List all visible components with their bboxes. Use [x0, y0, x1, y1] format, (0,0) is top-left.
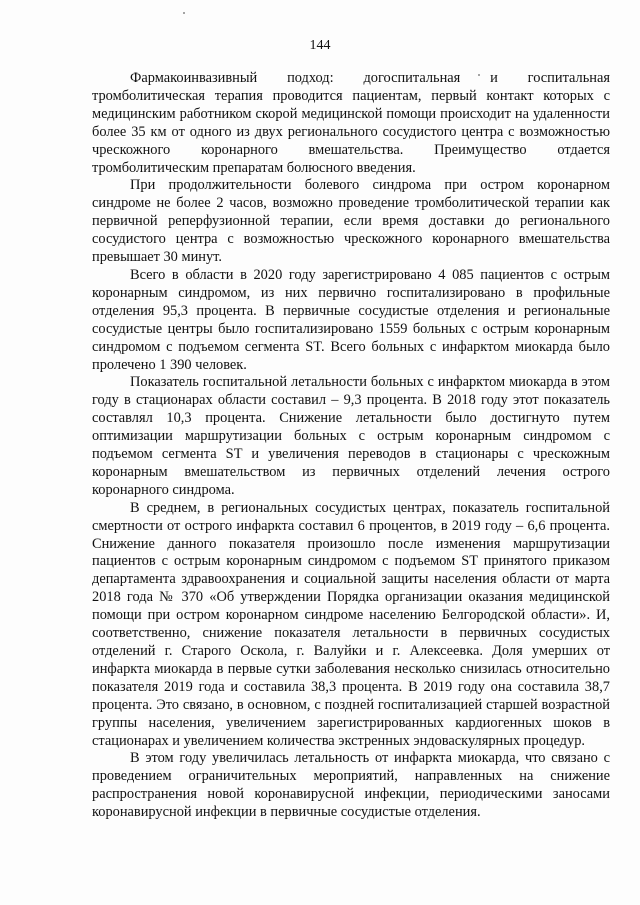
paragraph-pharmacoinvasive: Фармакоинвазивный подход: догоспитальная и госпитальная тромболитическая терапия проводится пациентам, первый контакт которых с медицинским работником скорой медицинской помощи происходит на удаленности более 35 км от одного из двух регионального сосудистого центра с возможностью чрескожного коронарного вмешательства. Преимущество отдается тромболитическим препаратам болюсного введения. — [92, 70, 610, 176]
document-body — [92, 70, 610, 822]
page-number: 144 — [309, 38, 331, 53]
paragraph-covid-impact: В этом году увеличилась летальность от инфаркта миокарда, что связано с проведением ограничительных мероприятий, направленных на снижение распространения новой коронавирусной инфекции, периодическими заносами коронавирусной инфекции в первичные сосудистые отделения. — [92, 750, 610, 821]
paragraph-regional-centers: В среднем, в региональных сосудистых центрах, показатель госпитальной смертности от острого инфаркта составил 6 процентов, в 2019 году – 6,6 процента. Снижение данного показателя произошло после изменения маршрутизации пациентов с острым коронарным синдромом с подъемом ST принятого приказом департамента здравоохранения и социальной защиты населения области от марта 2018 года № 370 «Об утверждении Порядка организации оказания медицинской помощи при остром коронарном синдроме населению Белгородской области». И, соответственно, снижение показателя летальности в первичных сосудистых отделений г. Старого Оскола, г. Валуйки и г. Алексеевка. Доля умерших от инфаркта миокарда в первые сутки заболевания несколько снизилась относительно показателя 2019 года и составила 38,3 процента. В 2019 году она составила 38,7 процента. Это связано, в основном, с поздней госпитализацией старшей возрастной группы населения, увеличением зарегистрированных кардиогенных шоков в стационарах и увеличением количества экстренных эндоваскулярных процедур. — [92, 499, 610, 749]
paragraph-pain-syndrome: При продолжительности болевого синдрома при остром коронарном синдроме не более 2 часов, возможно проведение тромболитической терапии как первичной реперфузионной терапии, если время доставки до регионального сосудистого центра с возможностью чрескожного коронарного вмешательства превышает 30 минут. — [92, 177, 610, 266]
scan-speck — [183, 12, 185, 14]
paragraph-2020-statistics: Всего в области в 2020 году зарегистрировано 4 085 пациентов с острым коронарным синдромом, из них первично госпитализировано в профильные отделения 95,3 процента. В первичные сосудистые отделения и региональные сосудистые центры было госпитализировано 1559 больных с острым коронарным синдромом с подъемом сегмента ST. Всего больных с инфарктом миокарда было пролечено 1 390 человек. — [92, 266, 610, 373]
paragraph-hospital-lethality: Показатель госпитальной летальности больных с инфарктом миокарда в этом году в стационарах области составил – 9,3 процента. В 2018 году этот показатель составлял 10,3 процента. Снижение летальности было достигнуто путем оптимизации маршрутизации больных с острым коронарным синдромом с подъемом сегмента ST и увеличения переводов в стационары с чрескожным коронарным вмешательством из первичных отделений лечения острого коронарного синдрома. — [92, 374, 610, 498]
